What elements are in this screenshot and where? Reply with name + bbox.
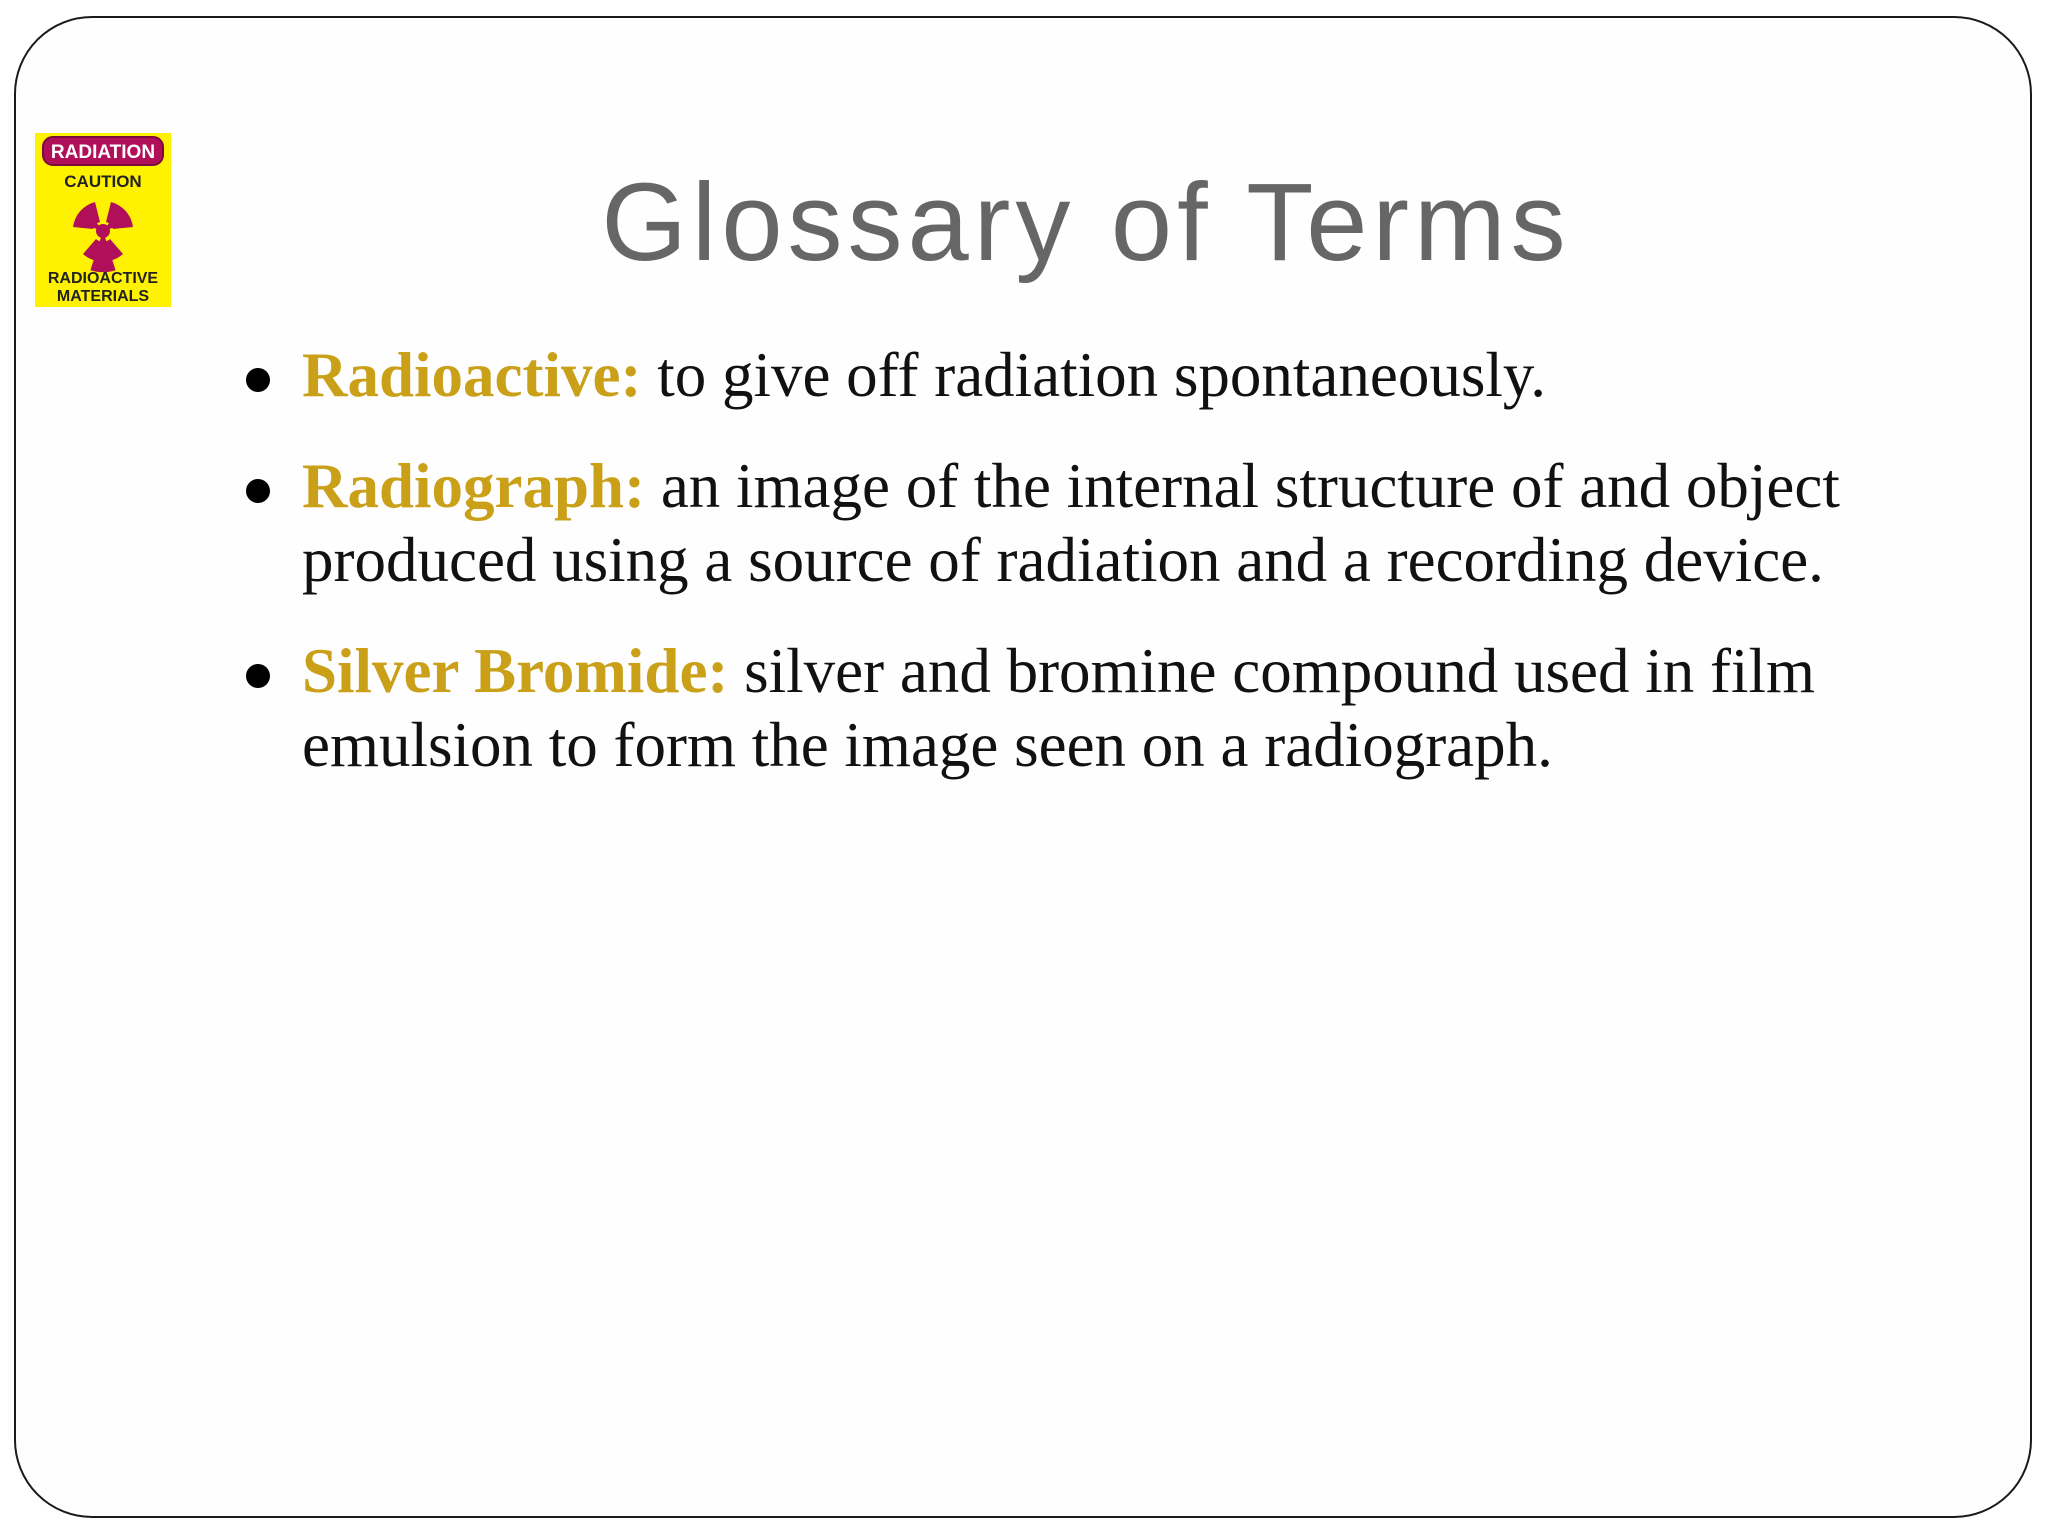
term-silver-bromide: Silver Bromide:: [302, 636, 729, 706]
radiation-trefoil-icon: [35, 133, 171, 307]
definition-radioactive: to give off radiation spontaneously.: [641, 340, 1547, 410]
slide: [14, 16, 2032, 1518]
sign-radioactive-text: RADIOACTIVE: [47, 270, 159, 287]
glossary-item-radioactive: [246, 338, 1966, 412]
sign-header-text: RADIATION: [50, 142, 156, 163]
bullet-icon: [246, 368, 270, 392]
definition-radiograph: an image of the internal structure of and object produced using a source of radiation and a recording device.: [302, 451, 1840, 595]
glossary-item-silver-bromide: [246, 634, 1966, 782]
glossary-list: [246, 338, 1966, 819]
sign-materials-text: MATERIALS: [56, 288, 150, 305]
glossary-item-radiograph: [246, 449, 1966, 597]
term-radiograph: Radiograph:: [302, 451, 646, 521]
sign-caution-text: CAUTION: [64, 172, 142, 191]
page-title: Glossary of Terms: [601, 161, 1571, 284]
bullet-icon: [246, 664, 270, 688]
term-radioactive: Radioactive:: [302, 340, 642, 410]
radiation-caution-sign: [35, 133, 171, 307]
bullet-icon: [246, 479, 270, 503]
definition-silver-bromide: silver and bromine compound used in film emulsion to form the image seen on a radiograph.: [302, 636, 1815, 780]
